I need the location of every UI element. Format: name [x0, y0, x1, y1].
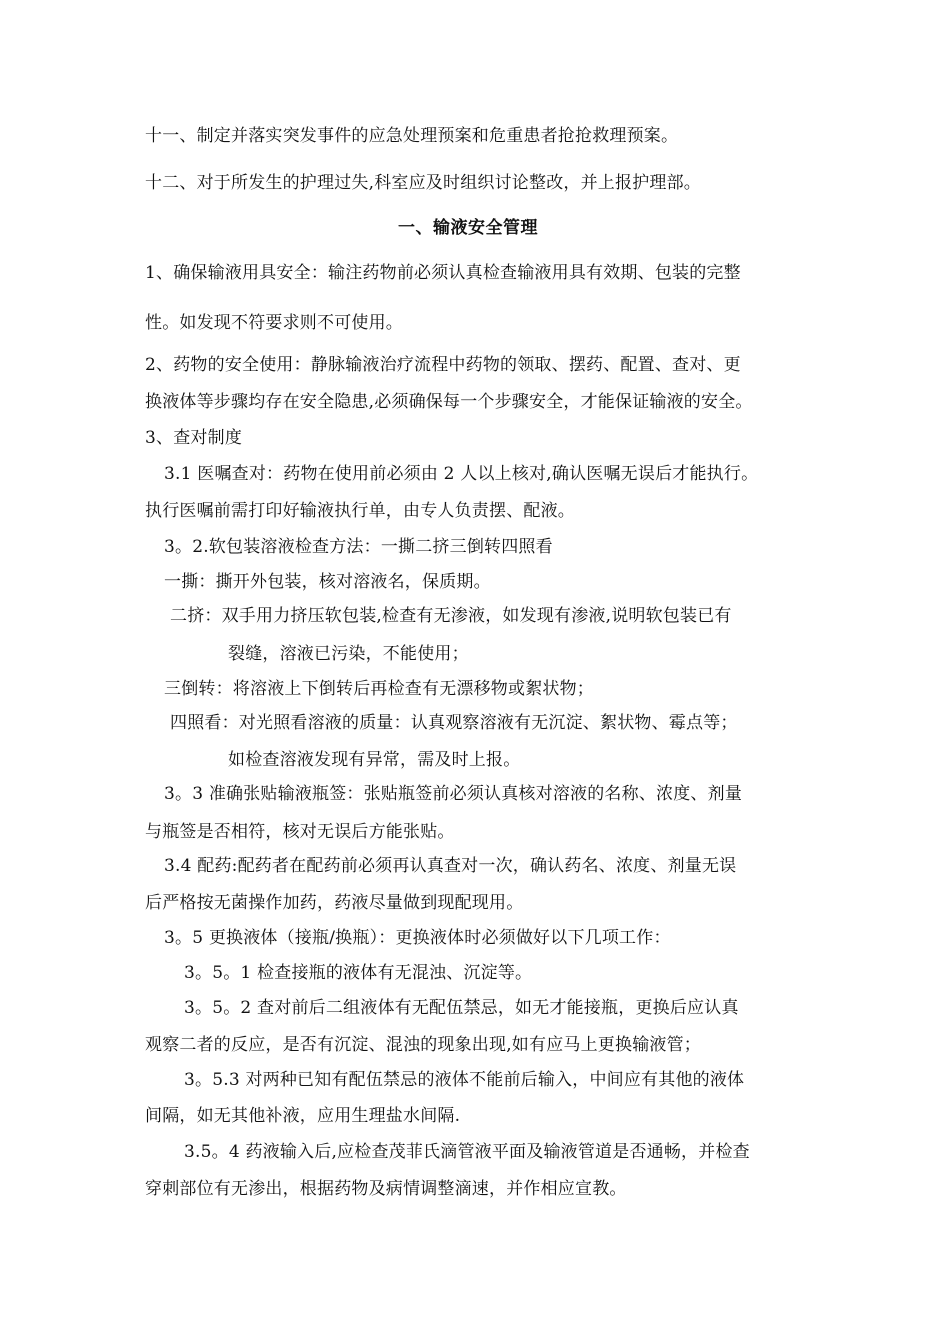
- step-inspect-line-1: 四照看：对光照看溶液的质量：认真观察溶液有无沉淀、絮状物、霉点等；: [170, 713, 738, 733]
- item-1-line-1: 1、确保输液用具安全：输注药物前必须认真检查输液用具有效期、包装的完整: [145, 263, 741, 283]
- item-3-1-line-2: 执行医嘱前需打印好输液执行单，由专人负责摆、配液。: [145, 501, 575, 521]
- item-3-heading: 3、查对制度: [145, 428, 243, 448]
- step-inspect-line-2: 如检查溶液发现有异常，需及时上报。: [228, 750, 521, 770]
- item-3-5-heading: 3。5 更换液体（接瓶/换瓶）：更换液体时必须做好以下几项工作：: [164, 928, 671, 948]
- step-squeeze-line-1: 二挤：双手用力挤压软包装,检查有无渗液，如发现有渗液,说明软包装已有: [170, 606, 732, 626]
- item-2-line-1: 2、药物的安全使用：静脉输液治疗流程中药物的领取、摆药、配置、查对、更: [145, 355, 741, 375]
- item-3-5-3-line-2: 间隔，如无其他补液，应用生理盐水间隔.: [145, 1106, 461, 1126]
- clause-12: 十二、对于所发生的护理过失,科室应及时组织讨论整改，并上报护理部。: [145, 173, 702, 193]
- item-3-3-line-2: 与瓶签是否相符，核对无误后方能张贴。: [145, 822, 455, 842]
- item-3-1-line-1: 3.1 医嘱查对：药物在使用前必须由 2 人以上核对,确认医嘱无误后才能执行。: [164, 464, 759, 484]
- item-3-2-heading: 3。2.软包装溶液检查方法：一撕二挤三倒转四照看: [164, 537, 553, 557]
- step-squeeze-line-2: 裂缝，溶液已污染，不能使用；: [228, 644, 469, 664]
- item-3-3-line-1: 3。3 准确张贴输液瓶签：张贴瓶签前必须认真核对溶液的名称、浓度、剂量: [164, 784, 743, 804]
- step-invert: 三倒转：将溶液上下倒转后再检查有无漂移物或絮状物；: [164, 679, 594, 699]
- item-3-4-line-2: 后严格按无菌操作加药，药液尽量做到现配现用。: [145, 893, 524, 913]
- clause-11: 十一、制定并落实突发事件的应急处理预案和危重患者抢抢救理预案。: [145, 126, 679, 146]
- section-title: 一、输液安全管理: [398, 218, 538, 238]
- item-3-5-3-line-1: 3。5.3 对两种已知有配伍禁忌的液体不能前后输入，中间应有其他的液体: [184, 1070, 745, 1090]
- step-tear: 一撕：撕开外包装，核对溶液名，保质期。: [164, 572, 491, 592]
- item-2-line-2: 换液体等步骤均存在安全隐患,必须确保每一个步骤安全，才能保证输液的安全。: [145, 392, 753, 412]
- item-1-line-2: 性。如发现不符要求则不可使用。: [145, 313, 403, 333]
- item-3-5-2-line-2: 观察二者的反应，是否有沉淀、混浊的现象出现,如有应马上更换输液管；: [145, 1035, 702, 1055]
- item-3-4-line-1: 3.4 配药:配药者在配药前必须再认真查对一次，确认药名、浓度、剂量无误: [164, 856, 737, 876]
- item-3-5-2-line-1: 3。5。2 查对前后二组液体有无配伍禁忌，如无才能接瓶，更换后应认真: [184, 998, 739, 1018]
- item-3-5-4-line-1: 3.5。4 药液输入后,应检查茂菲氏滴管液平面及输液管道是否通畅，并检查: [184, 1142, 750, 1162]
- item-3-5-1: 3。5。1 检查接瓶的液体有无混浊、沉淀等。: [184, 963, 533, 983]
- item-3-5-4-line-2: 穿刺部位有无渗出，根据药物及病情调整滴速，并作相应宣教。: [145, 1179, 627, 1199]
